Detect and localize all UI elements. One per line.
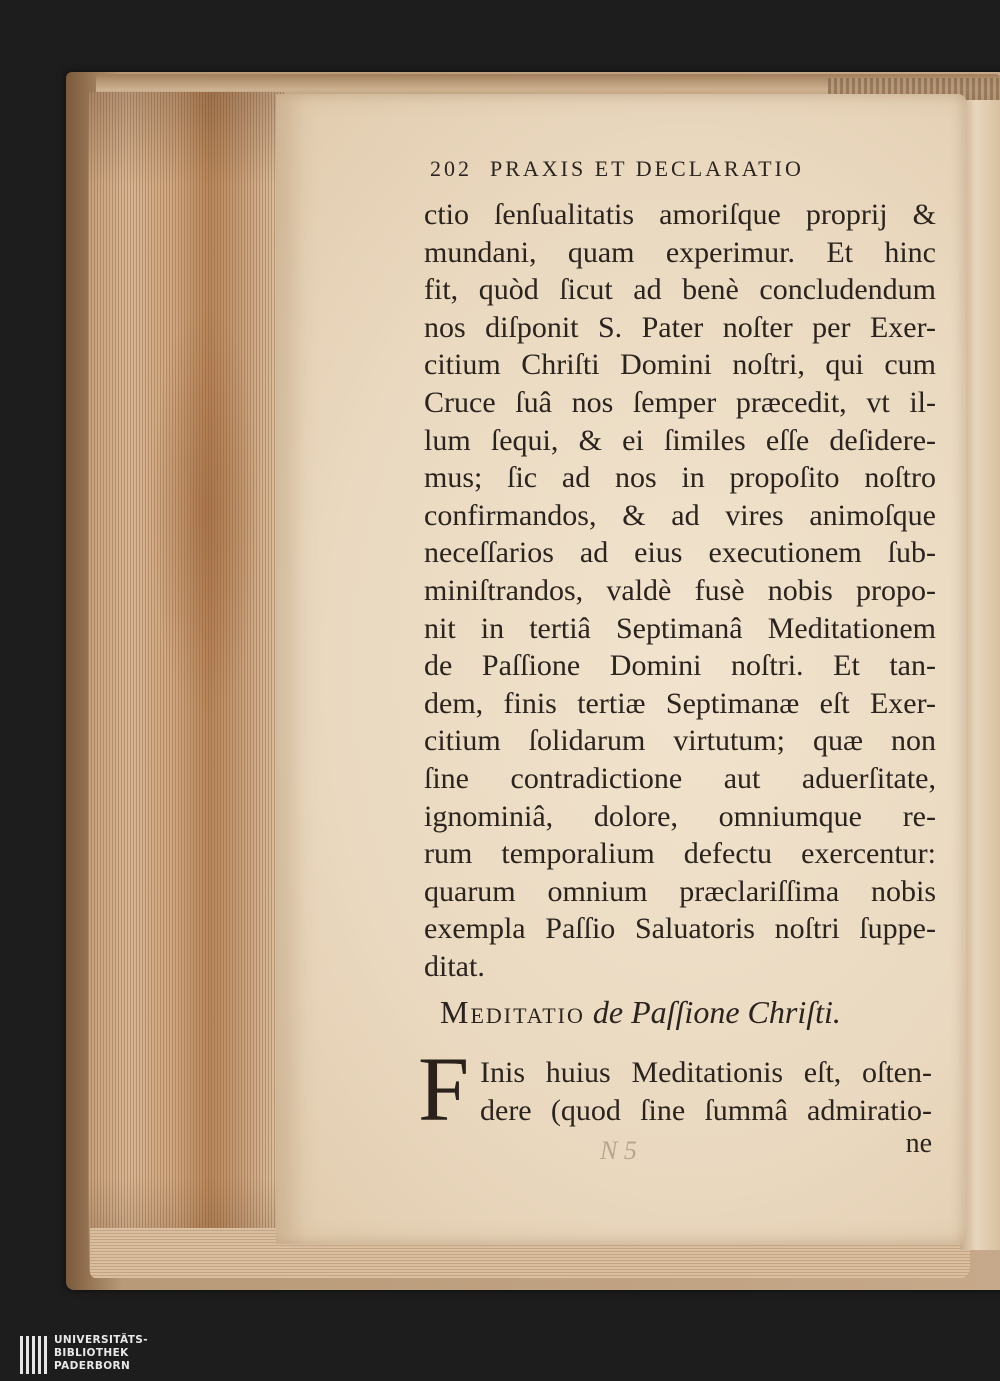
library-logo — [20, 1334, 180, 1378]
running-title: PRAXIS ET DECLARATIO — [490, 156, 804, 181]
running-head — [430, 156, 900, 182]
heading-italic: de Paſſione Chriſti. — [592, 994, 841, 1030]
text-line: lum ſequi, & ei ſimiles eſſe deſidere- — [424, 423, 936, 457]
text-line: Cruce ſuâ nos ſemper præcedit, vt il- — [424, 386, 936, 419]
text-line: exempla Paſſio Saluatoris noſtri ſuppe- — [424, 912, 936, 946]
text-line: citium ſolidarum virtutum; quæ non — [424, 724, 936, 758]
page-block-shadow — [88, 92, 284, 1272]
text-line: dem, finis tertiæ Septimanæ eſt Exer- — [424, 686, 936, 720]
text-line: Inis huius Meditationis eſt, oſten- — [480, 1056, 932, 1089]
drop-capital: F — [418, 1038, 470, 1140]
text-line: quarum omnium præclariſſima nobis — [424, 874, 936, 908]
text-line: ctio ſenſualitatis amoriſque proprij & — [424, 198, 936, 231]
library-logo-text: UNIVERSITÄTS- BIBLIOTHEK PADERBORN — [54, 1334, 149, 1372]
page-number: 202 — [430, 156, 472, 181]
text-line: confirmandos, & ad vires animoſque — [424, 498, 936, 532]
text-line: neceſſarios ad eius executionem ſub- — [424, 536, 936, 570]
text-line: dere (quod ſine ſummâ admiratio- — [480, 1094, 932, 1127]
text-line: mundani, quam experimur. Et hinc — [424, 235, 936, 269]
heading-caps: Meditatio — [440, 994, 585, 1030]
text-line: miniſtrandos, valdè fusè nobis propo- — [424, 574, 936, 607]
section-heading — [440, 994, 920, 1031]
text-line: mus; ſic ad nos in propoſito noſtro — [424, 461, 936, 495]
facing-page-edge — [960, 100, 1000, 1250]
text-line: ignominiâ, dolore, omniumque re- — [424, 799, 936, 833]
text-line: nit in tertiâ Septimanâ Meditationem — [424, 611, 936, 645]
signature-mark: N 5 — [600, 1136, 637, 1165]
library-logo-icon — [20, 1334, 52, 1376]
text-line: nos diſponit S. Pater noſter per Exer- — [424, 310, 936, 344]
text-line: fit, quòd ſicut ad benè concludendum — [424, 273, 936, 307]
text-line: rum temporalium defectu exercentur: — [424, 837, 936, 871]
text-line: ſine contradictione aut aduerſitate, — [424, 762, 936, 795]
text-line: citium Chriſti Domini noſtri, qui cum — [424, 348, 936, 382]
catchword: ne — [905, 1128, 932, 1159]
text-line: de Paſſione Domini noſtri. Et tan- — [424, 649, 936, 683]
text-line: ditat. — [424, 950, 485, 983]
